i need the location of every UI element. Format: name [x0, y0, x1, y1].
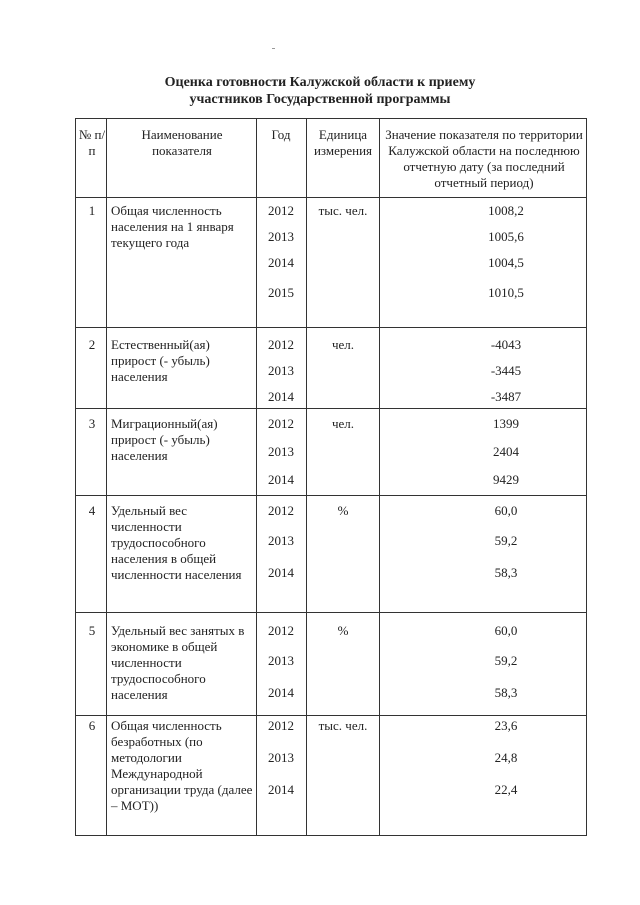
year-cell: 2012 — [268, 623, 294, 638]
row-divider — [76, 612, 586, 613]
year-cell: 2013 — [268, 363, 294, 378]
row-number: 1 — [88, 203, 96, 218]
value-cell: 2404 — [493, 444, 519, 459]
row-number: 5 — [88, 623, 96, 638]
value-cell: -3487 — [490, 389, 522, 404]
indicator-name: Удельный вес занятых в экономике в общей численности трудоспособного населения — [111, 623, 245, 702]
unit-cell: чел. — [331, 416, 355, 431]
value-cell: 9429 — [493, 472, 519, 487]
year-cell: 2014 — [268, 472, 294, 487]
year-cell: 2012 — [268, 503, 294, 518]
value-cell: 59,2 — [494, 533, 518, 548]
indicator-name: Естественный(ая) прирост (- убыль) населения — [111, 337, 210, 384]
indicator-name: Общая численность безработных (по методологии Международной организации труда (далее – МОТ)) — [111, 718, 253, 813]
year-cell: 2014 — [268, 782, 294, 797]
year-cell: 2015 — [268, 285, 294, 300]
column-divider — [256, 119, 257, 835]
value-cell: -3445 — [490, 363, 522, 378]
row-number: 2 — [88, 337, 96, 352]
year-cell: 2013 — [268, 229, 294, 244]
value-cell: 1399 — [493, 416, 519, 431]
unit-cell: % — [337, 503, 349, 518]
row-number: 4 — [88, 503, 96, 518]
unit-cell: % — [337, 623, 349, 638]
header-name: Наименование показателя — [141, 127, 223, 158]
row-number: 6 — [88, 718, 96, 733]
unit-cell: тыс. чел. — [318, 718, 368, 733]
column-divider — [106, 119, 107, 835]
value-cell: 58,3 — [494, 685, 518, 700]
year-cell: 2014 — [268, 565, 294, 580]
value-cell: 1010,5 — [488, 285, 524, 300]
year-cell: 2012 — [268, 337, 294, 352]
year-cell: 2013 — [268, 444, 294, 459]
year-cell: 2014 — [268, 255, 294, 270]
row-divider — [76, 715, 586, 716]
row-divider — [76, 495, 586, 496]
value-cell: 1004,5 — [488, 255, 524, 270]
header-year: Год — [271, 127, 291, 142]
year-cell: 2012 — [268, 416, 294, 431]
year-cell: 2013 — [268, 653, 294, 668]
year-cell: 2014 — [268, 389, 294, 404]
year-cell: 2012 — [268, 203, 294, 218]
document-title-line1: Оценка готовности Калужской области к приему — [164, 75, 476, 90]
year-cell: 2013 — [268, 750, 294, 765]
row-divider — [76, 408, 586, 409]
header-unit: Единица измерения — [313, 127, 373, 158]
year-cell: 2014 — [268, 685, 294, 700]
value-cell: 60,0 — [494, 623, 518, 638]
header-num: № п/п — [78, 127, 106, 158]
scan-mark — [272, 48, 275, 49]
indicator-name: Удельный вес численности трудоспособного населения в общей численности населения — [111, 503, 242, 582]
year-cell: 2013 — [268, 533, 294, 548]
indicator-name: Миграционный(ая) прирост (- убыль) населения — [111, 416, 218, 463]
value-cell: 59,2 — [494, 653, 518, 668]
row-number: 3 — [88, 416, 96, 431]
document-title-line2: участников Государственной программы — [189, 92, 451, 107]
unit-cell: чел. — [331, 337, 355, 352]
value-cell: 60,0 — [494, 503, 518, 518]
row-divider — [76, 327, 586, 328]
unit-cell: тыс. чел. — [318, 203, 368, 218]
value-cell: 58,3 — [494, 565, 518, 580]
indicators-table — [75, 118, 587, 836]
column-divider — [306, 119, 307, 835]
value-cell: 22,4 — [494, 782, 518, 797]
value-cell: 24,8 — [494, 750, 518, 765]
value-cell: 23,6 — [494, 718, 518, 733]
year-cell: 2012 — [268, 718, 294, 733]
value-cell: 1008,2 — [488, 203, 524, 218]
value-cell: -4043 — [490, 337, 522, 352]
row-divider — [76, 197, 586, 198]
column-divider — [379, 119, 380, 835]
value-cell: 1005,6 — [488, 229, 524, 244]
indicator-name: Общая численность населения на 1 января текущего года — [111, 203, 234, 250]
header-value: Значение показателя по территории Калужской области на последнюю отчетную дату (за последний отчетный период) — [385, 127, 583, 190]
